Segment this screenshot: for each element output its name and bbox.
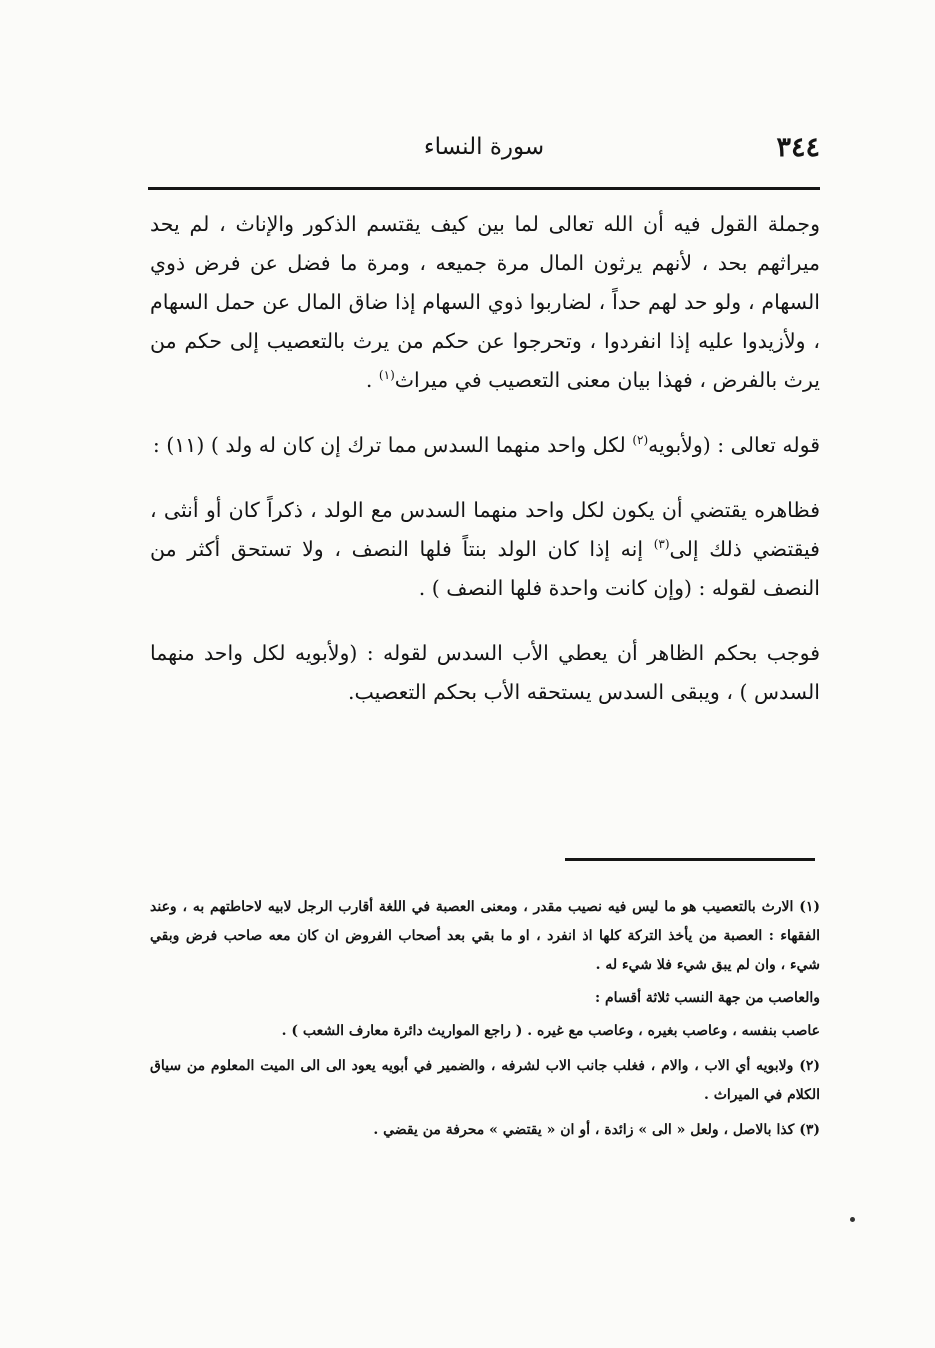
header-rule <box>148 187 820 190</box>
surah-title: سورة النساء <box>423 134 545 160</box>
main-text <box>150 205 820 738</box>
footnote-2: (٢) ولابويه أي الاب ، والام ، فغلب جانب الاب لشرفه ، والضمير في أبويه يعود الى الى الميت المعلوم من سياق الكلام في الميراث . <box>150 1058 820 1103</box>
footnote-ref-2: (٢) <box>632 433 649 448</box>
footnotes <box>150 893 820 1149</box>
paragraph-2 <box>150 426 820 465</box>
paragraph-1-end: . <box>365 368 379 392</box>
page-number: ٣٤٤ <box>776 132 820 163</box>
paragraph-2-text-b: لكل واحد منهما السدس مما ترك إن كان له ولد ) (١١) : <box>152 433 633 457</box>
paragraph-2-text-a: قوله تعالى : (ولأبويه <box>648 433 820 457</box>
paragraph-3 <box>150 491 820 608</box>
footnote-ref-3: (٣) <box>653 537 670 552</box>
ink-speck <box>850 1217 855 1222</box>
footnote-1: (١) الارث بالتعصيب هو ما ليس فيه نصيب مقدر ، ومعنى العصبة في اللغة أقارب الرجل لابيه لاحاطتهم به ، وعند الفقهاء : العصبة من يأخذ التركة كلها اذ انفرد ، او ما بقي بعد أصحاب الفروض ان كان معه صاحب فرض وبقي شيء ، وان لم يبق شيء فلا شيء له . <box>150 899 820 973</box>
footnote-ref-1: (١) <box>378 368 395 383</box>
paragraph-1 <box>150 205 820 400</box>
page-header <box>148 128 820 178</box>
paragraph-3-text-b: إنه إذا كان الولد بنتاً فلها النصف ، ولا تستحق أكثر من النصف لقوله : (وإن كانت واحدة فلها النصف ) . <box>150 537 820 600</box>
paragraph-3-text-a: فظاهره يقتضي أن يكون لكل واحد منهما السدس مع الولد ، ذكراً كان أو أنثى ، فيقتضي ذلك إلى <box>150 498 820 561</box>
paragraph-4: فوجب بحكم الظاهر أن يعطي الأب السدس لقوله : (ولأبويه لكل واحد منهما السدس ) ، ويبقى السدس يستحقه الأب بحكم التعصيب. <box>150 641 820 704</box>
paragraph-1-text: وجملة القول فيه أن الله تعالى لما بين كيف يقتسم الذكور والإناث ، لم يحد ميراثهم بحد ، لأنهم يرثون المال مرة جميعه ، ومرة ما فضل عن فرض ذوي السهام ، ولو حد لهم حداً ، لضاربوا ذوي السهام إذا ضاق المال عن حمل السهام ، ولأزيدوا عليه إذا انفردوا ، وتحرجوا عن حكم من يرث بالتعصيب إلى حكم من يرث بالفرض ، فهذا بيان معنى التعصيب في ميراث <box>150 212 820 392</box>
footnote-rule <box>565 858 815 861</box>
footnote-3: (٣) كذا بالاصل ، ولعل « الى » زائدة ، أو ان « يقتضي » محرفة من يقضي . <box>373 1122 820 1138</box>
footnote-1-continued: والعاصب من جهة النسب ثلاثة أقسام : <box>594 990 820 1006</box>
footnote-1-types: عاصب بنفسه ، وعاصب بغيره ، وعاصب مع غيره . ( راجع المواريث دائرة معارف الشعب ) . <box>281 1023 820 1039</box>
